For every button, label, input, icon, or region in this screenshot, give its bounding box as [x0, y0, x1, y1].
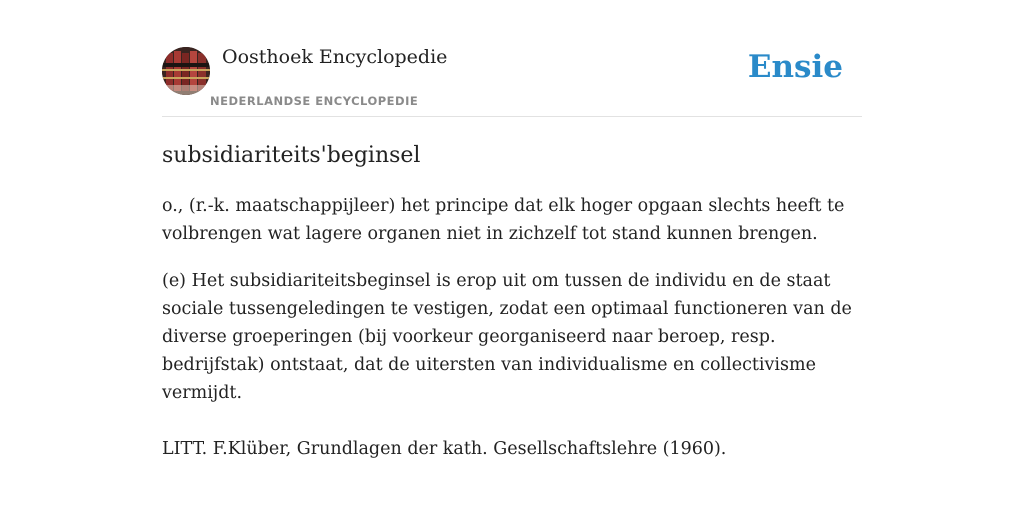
book-spines-icon[interactable] — [162, 47, 210, 95]
site-header — [162, 44, 862, 117]
article-title: subsidiariteits'beginsel — [162, 143, 421, 168]
article-definition: o., (r.-k. maatschappijleer) het principe dat elk hoger opgaan slechts heeft te volbrengen wat lagere organen niet in zichzelf tot stand kunnen brengen. — [162, 196, 845, 244]
article-explanation: (e) Het subsidiariteitsbeginsel is erop uit om tussen de individu en de staat sociale tussengeledingen te vestigen, zodat een optimaal functioneren van de diverse groeperingen (bij voorkeur georganiseerd naar beroep, resp. bedrijfstak) ontstaat, dat de uitersten van individualisme en collectivisme vermijdt. — [162, 271, 852, 403]
site-subtitle: NEDERLANDSE ENCYCLOPEDIE — [210, 94, 419, 108]
brand-logo[interactable]: Ensie — [747, 49, 843, 85]
article-card — [162, 44, 862, 463]
site-name[interactable]: Oosthoek Encyclopedie — [222, 46, 448, 68]
article-literature: LITT. F.Klüber, Grundlagen der kath. Gesellschaftslehre (1960). — [162, 439, 727, 459]
